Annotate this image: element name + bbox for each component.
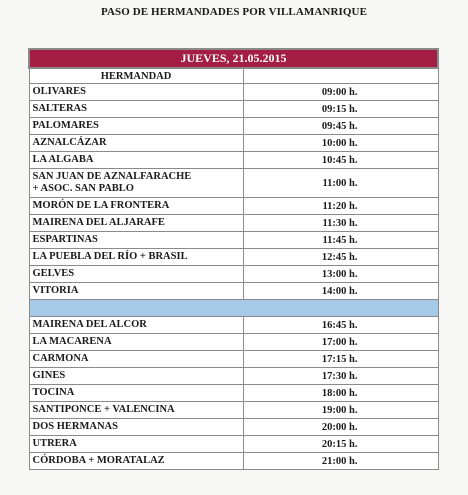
table-row [29, 135, 438, 152]
hermandad-name [29, 317, 243, 334]
hermandad-name [29, 402, 243, 419]
pass-time: 09:00 h. [243, 84, 438, 101]
hermandad-name-line: UTRERA [32, 438, 77, 449]
pass-time: 11:30 h. [243, 215, 438, 232]
pass-time: 19:00 h. [243, 402, 438, 419]
hermandad-name-line: GINES [32, 370, 66, 381]
hermandad-name-line: PALOMARES [32, 120, 99, 131]
hermandad-name-line: MAIRENA DEL ALJARAFE [32, 217, 165, 228]
pass-time: 17:00 h. [243, 334, 438, 351]
hermandad-name-line: CARMONA [32, 353, 89, 364]
table-row [29, 351, 438, 368]
pass-time: 11:20 h. [243, 198, 438, 215]
pass-time: 09:15 h. [243, 101, 438, 118]
pass-time: 20:15 h. [243, 436, 438, 453]
table-row [29, 436, 438, 453]
hermandad-name-line: DOS HERMANAS [32, 421, 118, 432]
separator-row [29, 300, 438, 317]
hermandad-name-line: + ASOC. SAN PABLO [32, 183, 134, 194]
hermandad-name [29, 436, 243, 453]
table-row [29, 84, 438, 101]
hermandad-name [29, 152, 243, 169]
pass-time: 09:45 h. [243, 118, 438, 135]
table-row [29, 249, 438, 266]
hermandad-name-line: ESPARTINAS [32, 234, 98, 245]
table-row [29, 385, 438, 402]
pass-time: 10:45 h. [243, 152, 438, 169]
pass-time: 17:15 h. [243, 351, 438, 368]
hermandad-name [29, 453, 243, 470]
schedule-table [28, 48, 439, 470]
separator-band [29, 300, 438, 317]
hermandad-name [29, 169, 243, 198]
hermandad-name-line: LA ALGABA [32, 154, 94, 165]
hermandad-name-line: SAN JUAN DE AZNALFARACHE [32, 171, 192, 182]
pass-time: 17:30 h. [243, 368, 438, 385]
table-row [29, 266, 438, 283]
table-row [29, 198, 438, 215]
hermandad-name [29, 385, 243, 402]
pass-time: 11:00 h. [243, 169, 438, 198]
pass-time: 12:45 h. [243, 249, 438, 266]
table-row [29, 101, 438, 118]
hermandad-name [29, 368, 243, 385]
hermandad-name [29, 118, 243, 135]
hermandad-name [29, 419, 243, 436]
hermandad-name [29, 249, 243, 266]
hermandad-name-line: GELVES [32, 268, 75, 279]
hermandad-name-line: SANTIPONCE + VALENCINA [32, 404, 175, 415]
hermandad-name-line: TOCINA [32, 387, 75, 398]
hermandad-name [29, 198, 243, 215]
document-title: PASO DE HERMANDADES POR VILLAMANRIQUE [100, 6, 368, 18]
hermandad-name [29, 266, 243, 283]
hermandad-name-line: MORÓN DE LA FRONTERA [32, 200, 170, 211]
hermandad-name-line: LA MACARENA [32, 336, 112, 347]
table-row [29, 419, 438, 436]
hermandad-name-line: SALTERAS [32, 103, 87, 114]
hermandad-name [29, 135, 243, 152]
table-row [29, 118, 438, 135]
column-header-time [243, 68, 438, 84]
hermandad-name-line: AZNALCÁZAR [32, 137, 107, 148]
header-row [29, 68, 438, 84]
pass-time: 13:00 h. [243, 266, 438, 283]
pass-time: 14:00 h. [243, 283, 438, 300]
table-row [29, 215, 438, 232]
pass-time: 10:00 h. [243, 135, 438, 152]
column-header-hermandad: HERMANDAD [29, 68, 243, 84]
hermandad-name [29, 334, 243, 351]
hermandad-name [29, 232, 243, 249]
hermandad-name [29, 84, 243, 101]
table-row [29, 453, 438, 470]
table-row [29, 334, 438, 351]
hermandad-name [29, 215, 243, 232]
table-row [29, 317, 438, 334]
table-row [29, 169, 438, 198]
pass-time: 21:00 h. [243, 453, 438, 470]
hermandad-name-line: MAIRENA DEL ALCOR [32, 319, 147, 330]
pass-time: 20:00 h. [243, 419, 438, 436]
pass-time: 16:45 h. [243, 317, 438, 334]
hermandad-name-line: LA PUEBLA DEL RÍO + BRASIL [32, 251, 188, 262]
date-band-row [29, 49, 438, 68]
hermandad-name [29, 283, 243, 300]
table-row [29, 232, 438, 249]
hermandad-name [29, 101, 243, 118]
table-row [29, 152, 438, 169]
table-row [29, 283, 438, 300]
table-row [29, 368, 438, 385]
hermandad-name-line: OLIVARES [32, 86, 86, 97]
hermandad-name [29, 351, 243, 368]
table-row [29, 402, 438, 419]
hermandad-name-line: VITORIA [32, 285, 79, 296]
pass-time: 18:00 h. [243, 385, 438, 402]
date-label: JUEVES, 21.05.2015 [29, 49, 438, 68]
hermandad-name-line: CÓRDOBA + MORATALAZ [32, 455, 165, 466]
pass-time: 11:45 h. [243, 232, 438, 249]
